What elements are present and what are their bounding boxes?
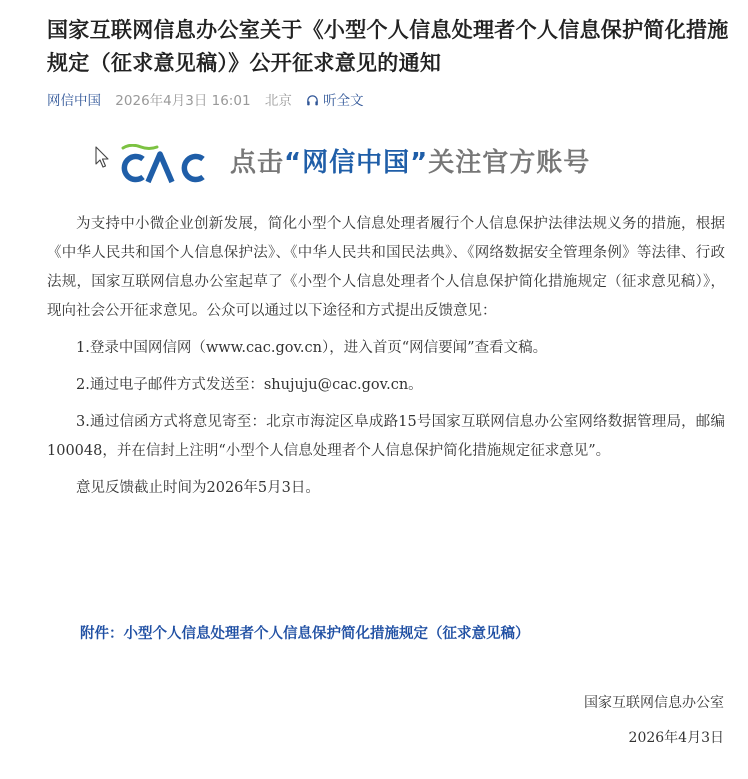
article-meta [47, 90, 364, 112]
banner-text-suffix: 关注官方账号 [428, 148, 591, 178]
paragraph-item-3: 3.通过信函方式将意见寄至：北京市海淀区阜成路15号国家互联网信息办公室网络数据管理局，邮编100048，并在信封上注明“小型个人信息处理者个人信息保护简化措施规定征求意见”。 [47, 414, 725, 459]
paragraph-item-2: 2.通过电子邮件方式发送至：shujuju@cac.gov.cn。 [76, 377, 423, 393]
cac-logo [117, 144, 209, 190]
attachment-link[interactable]: 附件：小型个人信息处理者个人信息保护简化措施规定（征求意见稿） [80, 626, 530, 642]
banner-text [230, 145, 590, 181]
paragraph-intro: 为支持中小微企业创新发展，简化小型个人信息处理者履行个人信息保护法律法规义务的措施，根据《中华人民共和国个人信息保护法》、《中华人民共和国民法典》、《网络数据安全管理条例》等法律、行政法规，国家互联网信息办公室起草了《小型个人信息处理者个人信息保护简化措施规定（征求意见稿）》，现向社会公开征求意见。公众可以通过以下途径和方式提出反馈意见： [47, 216, 725, 319]
headphone-icon [306, 92, 319, 114]
signature [584, 692, 724, 749]
banner-text-highlight: “网信中国” [284, 148, 429, 178]
paragraph-item-1: 1.登录中国网信网（www.cac.gov.cn），进入首页“网信要闻”查看文稿。 [76, 340, 548, 356]
follow-banner[interactable] [95, 140, 685, 188]
publish-location: 北京 [264, 93, 292, 109]
banner-text-prefix: 点击 [230, 148, 285, 178]
listen-label: 听全文 [323, 93, 364, 109]
source-link[interactable]: 网信中国 [47, 93, 101, 109]
paragraph-deadline: 意见反馈截止时间为2026年5月3日。 [76, 480, 320, 496]
mouse-cursor-icon [95, 146, 111, 174]
article-body [47, 210, 725, 511]
listen-button[interactable] [306, 93, 364, 109]
signature-date: 2026年4月3日 [628, 730, 724, 746]
article-title: 国家互联网信息办公室关于《小型个人信息处理者个人信息保护简化措施规定（征求意见稿）》公开征求意见的通知 [47, 18, 729, 75]
signature-org: 国家互联网信息办公室 [584, 695, 724, 711]
publish-date: 2026年4月3日 16:01 [115, 93, 251, 109]
